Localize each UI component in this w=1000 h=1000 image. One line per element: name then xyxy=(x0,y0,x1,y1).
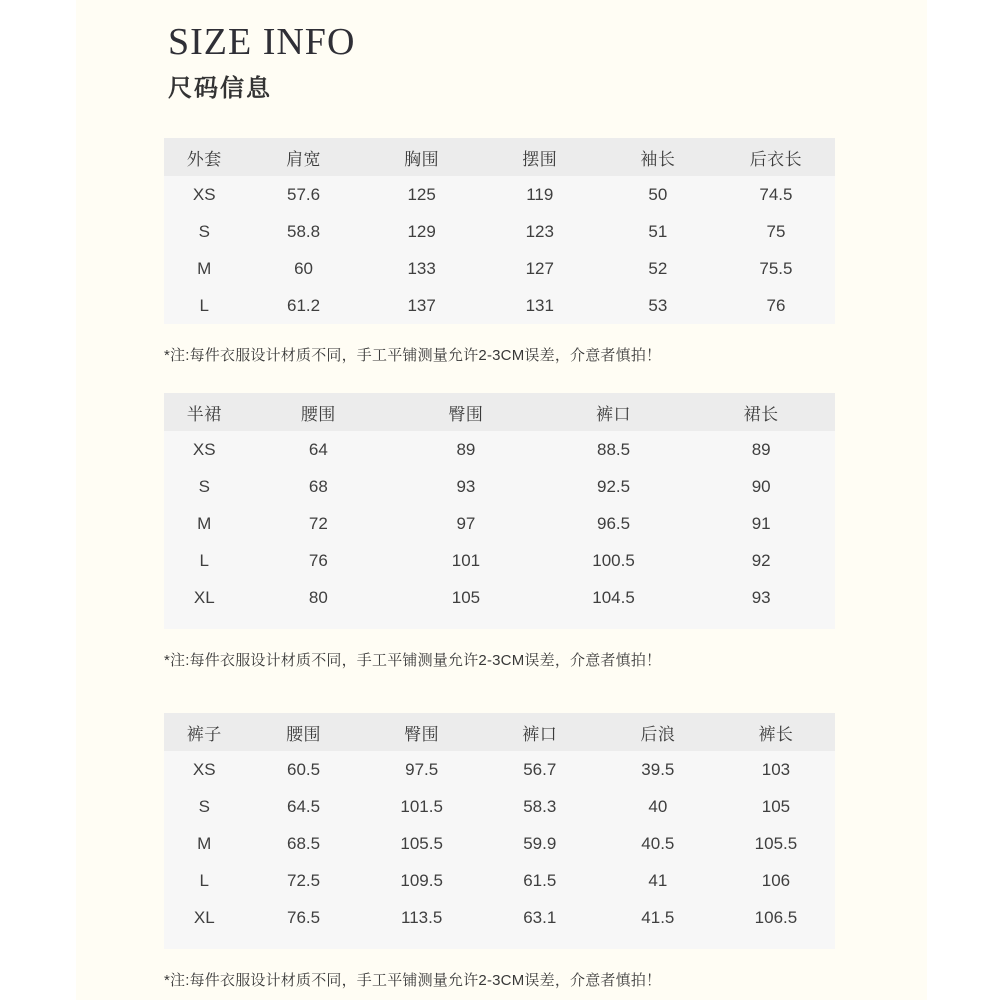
measurement-value: 129 xyxy=(407,221,436,241)
measurement-value: 50 xyxy=(648,184,668,204)
measurement-value: 123 xyxy=(525,221,554,241)
measurement-value: 92 xyxy=(751,550,771,570)
measurement-value: 127 xyxy=(525,258,554,278)
column-header: 袖长 xyxy=(599,138,717,176)
measurement-value: 60.5 xyxy=(287,759,321,779)
measurement-value: 96.5 xyxy=(596,513,631,533)
column-header: 裤子 xyxy=(164,713,245,751)
size-row xyxy=(164,250,835,287)
measurement-value: 40 xyxy=(648,796,668,816)
measurement-value: 58.3 xyxy=(523,796,557,816)
page-header xyxy=(168,22,355,103)
column-header: 后衣长 xyxy=(717,138,835,176)
table-header-row xyxy=(164,138,835,176)
column-header: 后浪 xyxy=(599,713,717,751)
size-label: L xyxy=(199,870,209,890)
measurement-value: 88.5 xyxy=(596,439,631,459)
size-row xyxy=(164,287,835,324)
measurement-value: 106.5 xyxy=(754,907,798,927)
measurement-value: 76 xyxy=(766,295,786,315)
column-header: 臀围 xyxy=(392,393,540,431)
page-title: SIZE INFO xyxy=(168,21,356,63)
measurement-value: 90 xyxy=(751,476,771,496)
measurement-value: 101.5 xyxy=(400,796,443,816)
measurement-value: 97 xyxy=(456,513,476,533)
measurement-value: 105 xyxy=(451,587,481,607)
pants-size-section xyxy=(164,713,835,990)
size-label: S xyxy=(198,796,210,816)
measurement-value: 61.2 xyxy=(287,295,321,315)
skirt-size-table-wrap xyxy=(164,393,835,629)
measurement-value: 41.5 xyxy=(641,907,675,927)
page-subtitle: 尺码信息 xyxy=(168,74,272,102)
size-label: L xyxy=(199,550,209,570)
size-row xyxy=(164,751,835,788)
column-header: 腰围 xyxy=(245,713,363,751)
measurement-value: 72 xyxy=(308,513,328,533)
table-header-row xyxy=(164,393,835,431)
coat-size-table-wrap xyxy=(164,138,835,324)
size-row xyxy=(164,579,835,616)
size-row xyxy=(164,899,835,936)
measurement-value: 61.5 xyxy=(523,870,557,890)
column-header: 肩宽 xyxy=(245,138,363,176)
measurement-value: 56.7 xyxy=(523,759,557,779)
size-row xyxy=(164,468,835,505)
measurement-value: 74.5 xyxy=(759,184,793,204)
skirt-size-section xyxy=(164,393,835,670)
column-header: 裙长 xyxy=(687,393,835,431)
size-label: S xyxy=(198,476,210,496)
measurement-value: 39.5 xyxy=(641,759,675,779)
measurement-value: 68 xyxy=(308,476,328,496)
measurement-value: 101 xyxy=(451,550,481,570)
column-header: 胸围 xyxy=(363,138,481,176)
column-header: 裤口 xyxy=(481,713,599,751)
measurement-value: 91 xyxy=(751,513,771,533)
column-header: 外套 xyxy=(164,138,245,176)
size-label: M xyxy=(197,513,212,533)
size-label: XL xyxy=(193,587,215,607)
measurement-value: 93 xyxy=(751,587,771,607)
pants-size-table-wrap xyxy=(164,713,835,949)
measurement-note: *注:每件衣服设计材质不同，手工平铺测量允许2-3CM误差，介意者慎拍！ xyxy=(164,652,662,669)
size-row xyxy=(164,176,835,213)
column-header: 臀围 xyxy=(363,713,481,751)
measurement-value: 100.5 xyxy=(592,550,635,570)
measurement-value: 106 xyxy=(761,870,791,890)
measurement-value: 75 xyxy=(766,221,786,241)
size-row xyxy=(164,862,835,899)
measurement-value: 63.1 xyxy=(523,907,557,927)
measurement-value: 53 xyxy=(648,295,668,315)
measurement-value: 105 xyxy=(761,796,791,816)
measurement-value: 104.5 xyxy=(592,587,635,607)
measurement-value: 89 xyxy=(751,439,771,459)
measurement-value: 105.5 xyxy=(400,833,443,853)
measurement-value: 51 xyxy=(648,221,668,241)
table-header-row xyxy=(164,713,835,751)
measurement-value: 58.8 xyxy=(287,221,321,241)
size-label: M xyxy=(197,833,212,853)
measurement-value: 80 xyxy=(308,587,328,607)
measurement-value: 105.5 xyxy=(754,833,798,853)
measurement-value: 57.6 xyxy=(287,184,321,204)
column-header: 裤口 xyxy=(540,393,688,431)
measurement-value: 68.5 xyxy=(287,833,321,853)
measurement-value: 52 xyxy=(648,258,668,278)
size-row xyxy=(164,825,835,862)
size-label: S xyxy=(198,221,210,241)
measurement-value: 75.5 xyxy=(759,258,793,278)
measurement-value: 40.5 xyxy=(641,833,675,853)
measurement-value: 133 xyxy=(407,258,436,278)
measurement-value: 60 xyxy=(294,258,314,278)
column-header: 裤长 xyxy=(717,713,835,751)
size-row xyxy=(164,431,835,468)
measurement-value: 103 xyxy=(761,759,791,779)
measurement-value: 125 xyxy=(407,184,436,204)
size-row xyxy=(164,505,835,542)
size-row xyxy=(164,542,835,579)
measurement-value: 64 xyxy=(308,439,328,459)
measurement-value: 109.5 xyxy=(400,870,443,890)
measurement-note: *注:每件衣服设计材质不同，手工平铺测量允许2-3CM误差，介意者慎拍！ xyxy=(164,972,662,989)
size-label: M xyxy=(197,258,212,278)
measurement-value: 137 xyxy=(407,295,436,315)
measurement-value: 92.5 xyxy=(596,476,631,496)
measurement-value: 76.5 xyxy=(287,907,321,927)
measurement-value: 131 xyxy=(525,295,554,315)
size-label: XL xyxy=(193,907,215,927)
measurement-value: 93 xyxy=(456,476,476,496)
coat-size-table xyxy=(164,138,835,324)
measurement-value: 97.5 xyxy=(405,759,439,779)
measurement-value: 89 xyxy=(456,439,476,459)
measurement-value: 119 xyxy=(526,184,554,204)
measurement-value: 64.5 xyxy=(287,796,321,816)
measurement-value: 59.9 xyxy=(523,833,557,853)
measurement-value: 72.5 xyxy=(287,870,321,890)
measurement-value: 76 xyxy=(308,550,328,570)
skirt-size-table xyxy=(164,393,835,616)
size-label: XS xyxy=(192,184,216,204)
column-header: 半裙 xyxy=(164,393,245,431)
measurement-value: 41 xyxy=(648,870,668,890)
coat-size-section xyxy=(164,138,835,365)
size-row xyxy=(164,788,835,825)
measurement-note: *注:每件衣服设计材质不同，手工平铺测量允许2-3CM误差，介意者慎拍！ xyxy=(164,347,662,364)
size-label: XS xyxy=(192,439,216,459)
column-header: 腰围 xyxy=(245,393,393,431)
size-label: L xyxy=(199,295,209,315)
size-row xyxy=(164,213,835,250)
pants-size-table xyxy=(164,713,835,936)
column-header: 摆围 xyxy=(481,138,599,176)
measurement-value: 113.5 xyxy=(401,907,443,927)
size-label: XS xyxy=(192,759,216,779)
